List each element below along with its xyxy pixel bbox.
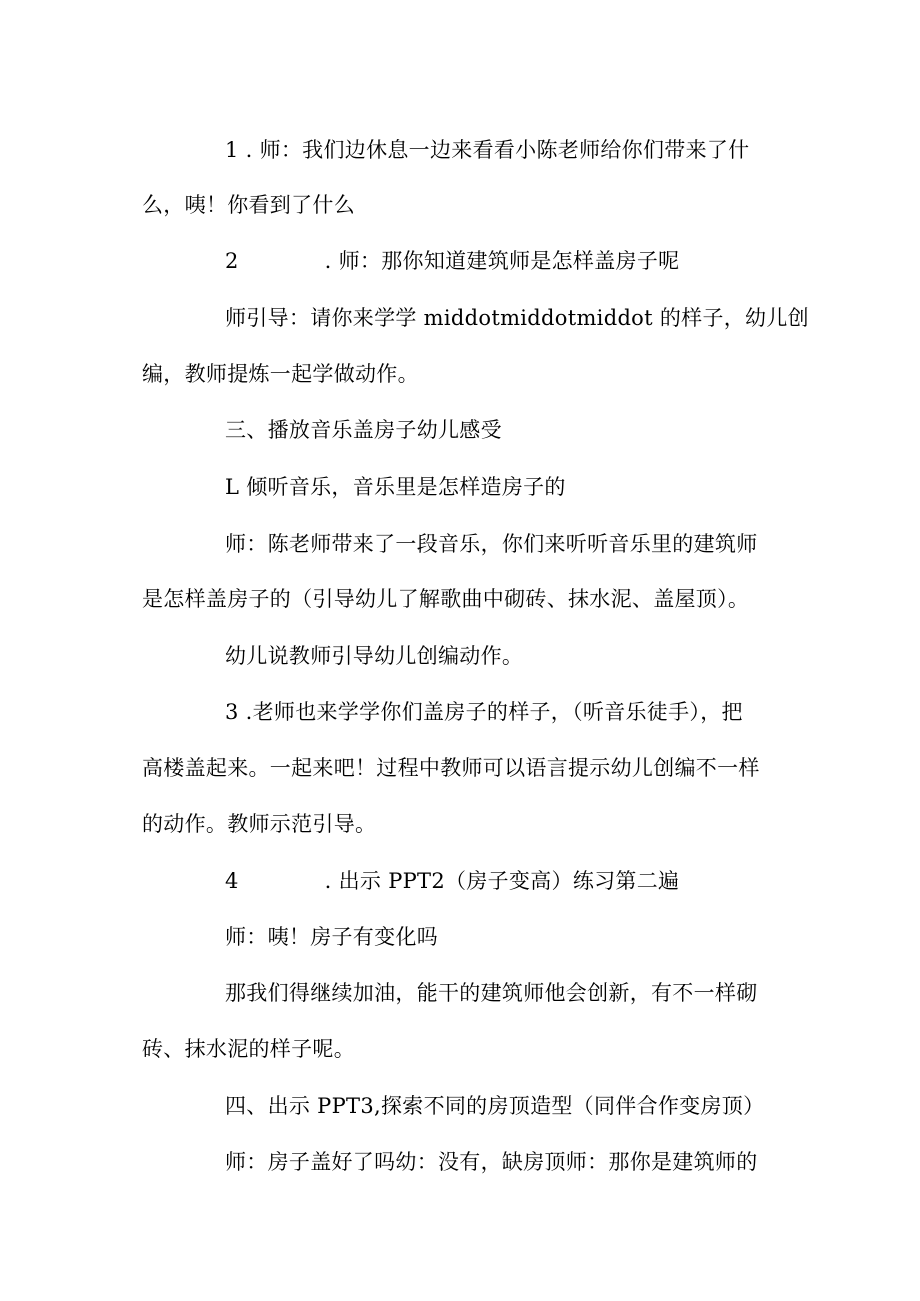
numbered-item-line	[225, 867, 865, 895]
paragraph-line: 那我们得继续加油，能干的建筑师他会创新，有不一样砌	[225, 981, 758, 1005]
paragraph-line: 师：陈老师带来了一段音乐，你们来听听音乐里的建筑师	[225, 532, 758, 556]
paragraph-line: 是怎样盖房子的（引导幼儿了解歌曲中砌砖、抹水泥、盖屋顶）。	[142, 587, 750, 611]
paragraph-line: 师：房子盖好了吗幼：没有，缺房顶师：那你是建筑师的	[225, 1150, 758, 1174]
paragraph-line: L 倾听音乐，音乐里是怎样造房子的	[225, 475, 566, 499]
numbered-item-line	[225, 247, 865, 275]
section-heading: 四、出示 PPT3,探索不同的房顶造型（同伴合作变房顶）	[225, 1094, 765, 1118]
paragraph-line: 编，教师提炼一起学做动作。	[142, 362, 419, 386]
paragraph-line: 么，咦！你看到了什么	[142, 193, 355, 217]
paragraph-line: 高楼盖起来。一起来吧！过程中教师可以语言提示幼儿创编不一样	[142, 756, 760, 780]
item-number: 4	[225, 869, 239, 893]
paragraph-line: 的动作。教师示范引导。	[142, 812, 377, 836]
item-text: . 师：那你知道建筑师是怎样盖房子呢	[324, 249, 680, 273]
section-heading: 三、播放音乐盖房子幼儿感受	[225, 418, 502, 442]
paragraph-line: 1 . 师：我们边休息一边来看看小陈老师给你们带来了什	[225, 138, 750, 162]
paragraph-line: 师引导：请你来学学 middotmiddotmiddot 的样子，幼儿创	[225, 306, 809, 330]
paragraph-line: 幼儿说教师引导幼儿创编动作。	[225, 644, 524, 668]
paragraph-line: 师：咦！房子有变化吗	[225, 925, 438, 949]
paragraph-line: 3 .老师也来学学你们盖房子的样子，（听音乐徒手），把	[225, 700, 743, 724]
item-number: 2	[225, 249, 239, 273]
item-text: . 出示 PPT2（房子变高）练习第二遍	[324, 869, 680, 893]
paragraph-line: 砖、抹水泥的样子呢。	[142, 1037, 355, 1061]
